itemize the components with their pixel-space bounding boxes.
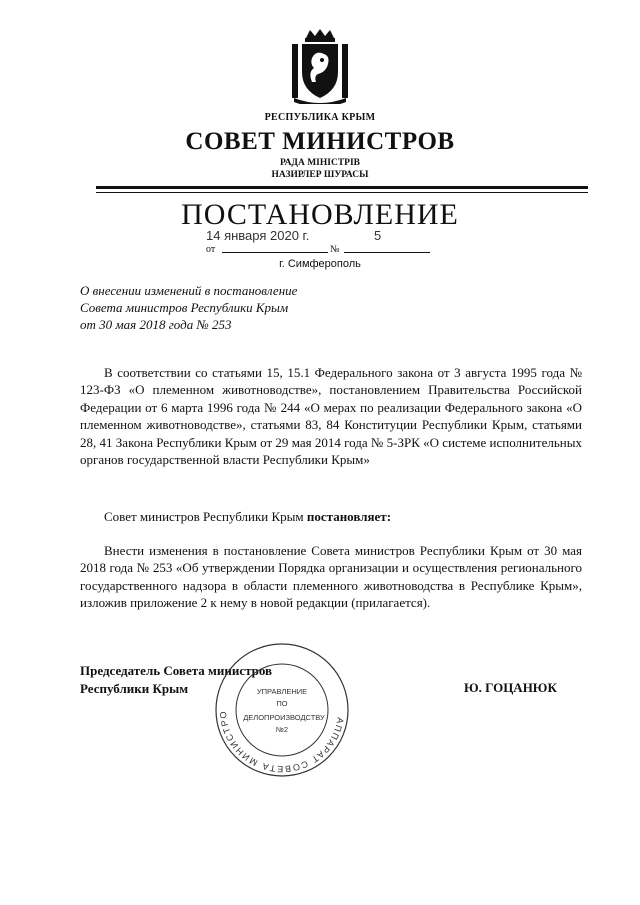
date-underline <box>222 252 328 253</box>
signatory-position-line: Республики Крым <box>80 681 189 696</box>
decree-subject <box>80 282 380 333</box>
crimea-coat-of-arms-icon <box>288 28 352 104</box>
stamp-line: УПРАВЛЕНИЕ <box>256 687 308 696</box>
stamp-line: ДЕЛОПРОИЗВОДСТВУ <box>243 713 325 722</box>
council-name-crimean-tatar: НАЗИРЛЕР ШУРАСЫ <box>271 170 369 180</box>
resolves-paragraph <box>80 508 582 525</box>
stamp-ring-text: АППАРАТ СОВЕТА МИНИСТРО <box>217 709 346 775</box>
signatory-position-line: Председатель Совета министров <box>80 663 273 678</box>
header-divider-thick <box>96 186 588 189</box>
stamp-line: №2 <box>275 725 289 734</box>
stamp-line: ПО <box>276 699 288 708</box>
signatory-name: Ю. ГОЦАНЮК <box>464 680 557 695</box>
city: г. Симферополь <box>279 258 361 270</box>
decree-number: 5 <box>374 228 382 243</box>
preamble-paragraph <box>80 364 582 468</box>
resolves-text: Совет министров Республики Крым <box>104 509 307 524</box>
subject-line: Совета министров Республики Крым <box>80 300 289 315</box>
decision-text: Внести изменения в постановление Совета министров Республики Крым от 30 мая 2018 года № 253 «Об утверждении Порядка организации и осуществления регионального государственного надзора в области племенного животноводства в Республике Крым», изложив приложение 2 к нему в новой редакции (прилагается). <box>80 543 582 611</box>
subject-line: от 30 мая 2018 года № 253 <box>80 317 232 332</box>
council-name: СОВЕТ МИНИСТРОВ <box>185 128 455 155</box>
preamble-text: В соответствии со статьями 15, 15.1 Федерального закона от 3 августа 1995 года № 123-ФЗ «О племенном животноводстве», постановлением Правительства Российской Федерации от 6 марта 1996 года № 244 «О мерах по реализации Федерального закона «О племенном животноводстве», статьями 83, 84 Конституции Республики Крым, статьями 28, 41 Закона Республики Крым от 29 мая 2014 года № 5-ЗРК «О системе исполнительных органов государственной власти Республики Крым» <box>80 365 582 468</box>
number-underline <box>344 252 430 253</box>
council-name-ukrainian: РАДА МІНІСТРІВ <box>279 158 360 168</box>
decree-date: 14 января 2020 г. <box>206 228 310 243</box>
subject-line: О внесении изменений в постановление <box>80 283 298 298</box>
decision-paragraph <box>80 542 582 612</box>
official-stamp <box>212 640 352 780</box>
header-divider-thin <box>96 192 588 193</box>
decree-title: ПОСТАНОВЛЕНИЕ <box>181 198 459 231</box>
republic-name: РЕСПУБЛИКА КРЫМ <box>264 112 376 123</box>
from-label: от <box>206 244 216 255</box>
resolves-keyword: постановляет: <box>306 509 392 524</box>
number-label: № <box>330 244 340 255</box>
